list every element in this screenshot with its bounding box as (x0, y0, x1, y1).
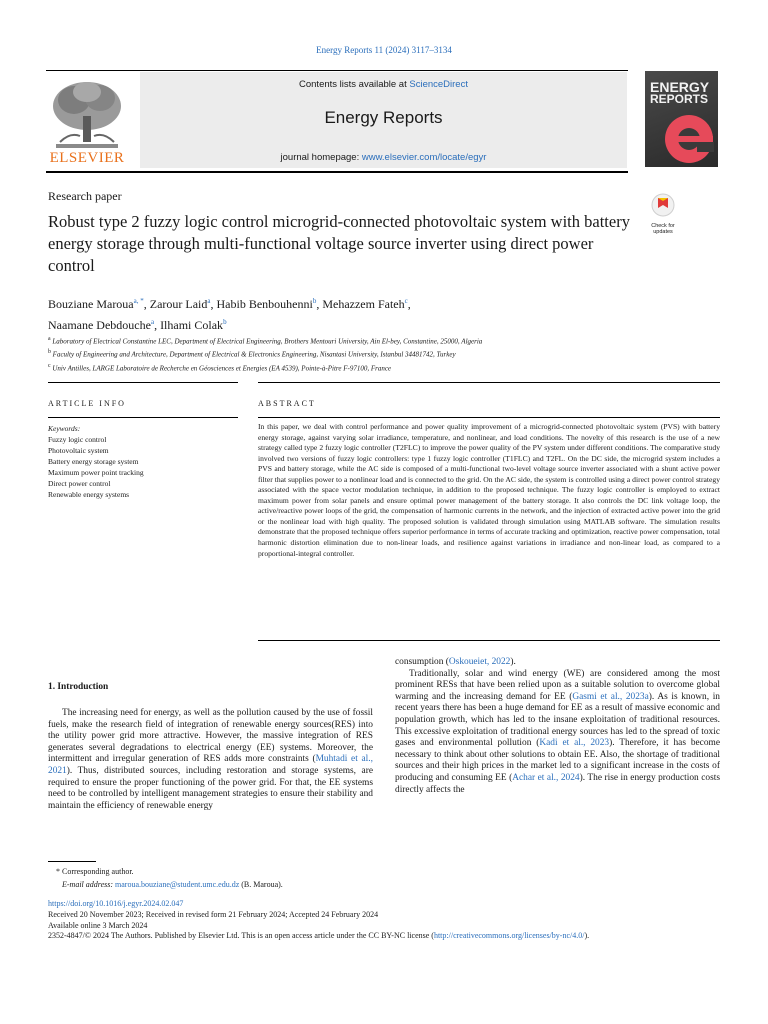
sciencedirect-link[interactable]: ScienceDirect (409, 79, 468, 90)
abstract-text: In this paper, we deal with control performance and power quality improvement of a microgrid-connected photovoltaic system (PVS) with battery energy storage, against varying solar irradiance, temperature, and nonlinear, and load conditions. The novelty of this research is the use of a new strategy called type 2 fuzzy logic controller (T2FLC) to improve the power quality of the PV system under different conditions. The comparative study involved two versions of fuzzy logic controllers: type 1 fuzzy logic controller (T1FLC) and T2FL. On the DC side, the microgrid system includes a PVS and battery storage, while the AC side is composed of a multi-functional two-level voltage source inverter associated with a shunt active power filter that supplies power to a nonlinear load and is connected to the grid. On the AC side, the system is controlled using a direct power control strategy associated with the space vector modulation technique, in addition to the proposed technique. The fuzzy logic controller is employed to extract maximum power from solar panels and ensure optimal power management of the battery storage. It also controls the DC link voltage loop, the active/reactive power loops of the grid, the compensation of harmonic currents in the network, and the injection of extracted active power into the grid or the nonlinear load with high quality. The proposed solution is validated through simulation using MATLAB software. The simulation results demonstrate that the proposed technique offers superior performance in terms of accurate tracking and optimization, reactive power compensation, total harmonic distortion elimination due to non-linear loads, and resilience against variations in irradiance and non-linear load, as compared to a proportional-integral controller. (258, 422, 720, 558)
article-type: Research paper (48, 189, 122, 203)
author-sup[interactable]: a, * (133, 297, 144, 305)
dates-line: Received 20 November 2023; Received in revised form 21 February 2024; Accepted 24 February 2024 (48, 909, 379, 919)
author-sup[interactable]: a (207, 297, 211, 305)
footnote-rule (48, 861, 96, 862)
author-sup[interactable]: b (223, 318, 227, 326)
citation-link[interactable]: Gasmi et al., 2023a (572, 691, 649, 702)
keyword: Direct power control (48, 479, 111, 488)
cover-title-2: REPORTS (650, 92, 709, 106)
abstract-sub-rule (258, 417, 720, 418)
affiliation: $^b$ Faculty of Engineering and Architecture, Department of Electrical & Electronics Engineering, Nisantasi University, Istanbul 34481742, Turkey (48, 349, 456, 359)
affiliation: $^a$ Laboratory of Electrical Constantine LEC, Department of Electrical Engineering, Brothers Mentouri University, Ain El-bey, Constantine, 25000, Algeria (48, 336, 483, 346)
paragraph: The increasing need for energy, as well as the pollution caused by the use of fossil fuels, make the research field of integration of renewable energy sources(RES) into the utility power grid more attractive. However, the massive integration of RES generates several degradations to electrical energy (EE) systems. Moreover, the intermittent and irregular generation of RES adds more constraints (Muhtadi et al., 2021). Thus, distributed sources, including restoration and storage systems, are required to ensure the proper functioning of the power grid. For that, the EE systems need to be controlled by intelligent management strategies to ensure their stability and maintain the efficiency of renewable energy (48, 708, 373, 811)
abstract-heading: ABSTRACT (258, 399, 316, 408)
email-link[interactable]: maroua.bouziane@student.umc.edu.dz (115, 880, 240, 889)
author-name: Mehazzem Fateh (322, 297, 405, 311)
author-name: Bouziane Maroua (48, 297, 134, 311)
citation-link[interactable]: Muhtadi et al., 2021 (48, 754, 373, 776)
journal-cover[interactable] (645, 71, 718, 167)
abstract-top-rule (258, 382, 720, 383)
cover-title-1: ENERGY (650, 79, 710, 95)
email-note: E-mail address: maroua.bouziane@student.umc.edu.dz (B. Maroua). (62, 880, 283, 889)
author-sup[interactable]: c (404, 297, 408, 305)
publication-metadata (48, 899, 728, 942)
license-line: 2352-4847/© 2024 The Authors. Published by Elsevier Ltd. This is an open access article under the CC BY-NC license (http://creativecommons.org/licenses/by-nc/4.0/). (48, 931, 590, 941)
masthead-top-rule (46, 70, 628, 71)
section-heading-introduction: 1. Introduction (48, 682, 109, 692)
contents-line: Contents lists available at ScienceDirect (299, 79, 468, 90)
journal-name: Energy Reports (324, 108, 443, 127)
corresponding-author-note: * Corresponding author. (56, 867, 134, 876)
journal-reference[interactable]: Energy Reports 11 (2024) 3117–3134 (316, 45, 452, 55)
body-column-right (395, 657, 720, 796)
cover-e-graphic-icon (659, 109, 714, 167)
paragraph: consumption (Oskoueiet, 2022). (395, 657, 516, 667)
info-top-rule (48, 382, 238, 383)
homepage-line: journal homepage: www.elsevier.com/locate/egyr (280, 152, 487, 163)
body-column-left (48, 708, 373, 812)
license-link[interactable]: http://creativecommons.org/licenses/by-nc/4.0/ (433, 931, 585, 941)
author-name: Habib Benbouhenni (216, 297, 313, 311)
citation-link[interactable]: Oskoueiet, 2022 (448, 657, 511, 667)
masthead-bottom-rule (46, 171, 628, 173)
affiliation: $^c$ Univ Antilles, LARGE Laboratoire de Recherche en Géosciences et Energies (EA 4539), Pointe-à-Pitre F-97100, France (48, 362, 392, 372)
author-name: Ilhami Colak (160, 318, 224, 332)
homepage-link[interactable]: www.elsevier.com/locate/egyr (361, 152, 487, 163)
affiliations (48, 334, 698, 374)
check-for-updates-badge[interactable] (646, 192, 680, 234)
citation-link[interactable]: Kadi et al., 2023 (539, 738, 610, 749)
article-title: Robust type 2 fuzzy logic control microgrid-connected photovoltaic system with battery energy storage through multi-functional voltage source inverter using direct power control (48, 212, 630, 275)
info-sub-rule (48, 417, 238, 418)
available-line: Available online 3 March 2024 (48, 920, 148, 930)
author-sup[interactable]: b (312, 297, 317, 305)
keyword: Fuzzy logic control (48, 435, 107, 444)
author-name: Zarour Laid (149, 297, 208, 311)
citation-link[interactable]: Achar et al., 2024 (512, 772, 580, 783)
footnotes (48, 865, 728, 891)
check-updates-icon (646, 192, 680, 218)
check-updates-label: Check for updates (651, 223, 675, 235)
doi-link[interactable]: https://doi.org/10.1016/j.egyr.2024.02.047 (48, 899, 184, 908)
abstract-bottom-rule (258, 640, 720, 641)
keyword: Renewable energy systems (48, 490, 130, 499)
elsevier-wordmark: ELSEVIER (49, 150, 125, 166)
keywords-title: Keywords: (48, 424, 81, 433)
keyword: Maximum power point tracking (48, 468, 144, 477)
keyword: Battery energy storage system (48, 457, 139, 466)
authors-list: Bouziane Maroua$^{a, *}$, Zarour Laid$^a$, Habib Benbouhenni$^b$, Mehazzem Fateh$^c$, Naamane Debdouche$^a$, Ilhami Colak$^b$ (48, 297, 411, 332)
keywords-block (48, 423, 238, 500)
author-sup[interactable]: a (150, 318, 155, 326)
keyword: Photovoltaic system (48, 446, 109, 455)
paragraph: Traditionally, solar and wind energy (WE) are considered among the most prominent RESs that have been relied upon as a suitable solution to overcome global warming and the increasing demand for EE (Gasmi et al., 2023a). As is known, in recent years there has been a huge demand for EE as a result of massive economic and population growth, which has led to the insane exploitation of traditional resources. This excessive exploitation of traditional energy sources has led to the spread of toxic gases and environmental pollution (Kadi et al., 2023). Therefore, it has become necessary to think about other solutions to obtain EE. Also, the shortage of traditional sources and their high prices in the market led to a significant increase in the costs of producing and consuming EE (Achar et al., 2024). The rise in energy production costs directly affects the (395, 668, 720, 795)
article-info-heading: ARTICLE INFO (48, 399, 126, 408)
author-name: Naamane Debdouche (48, 318, 151, 332)
